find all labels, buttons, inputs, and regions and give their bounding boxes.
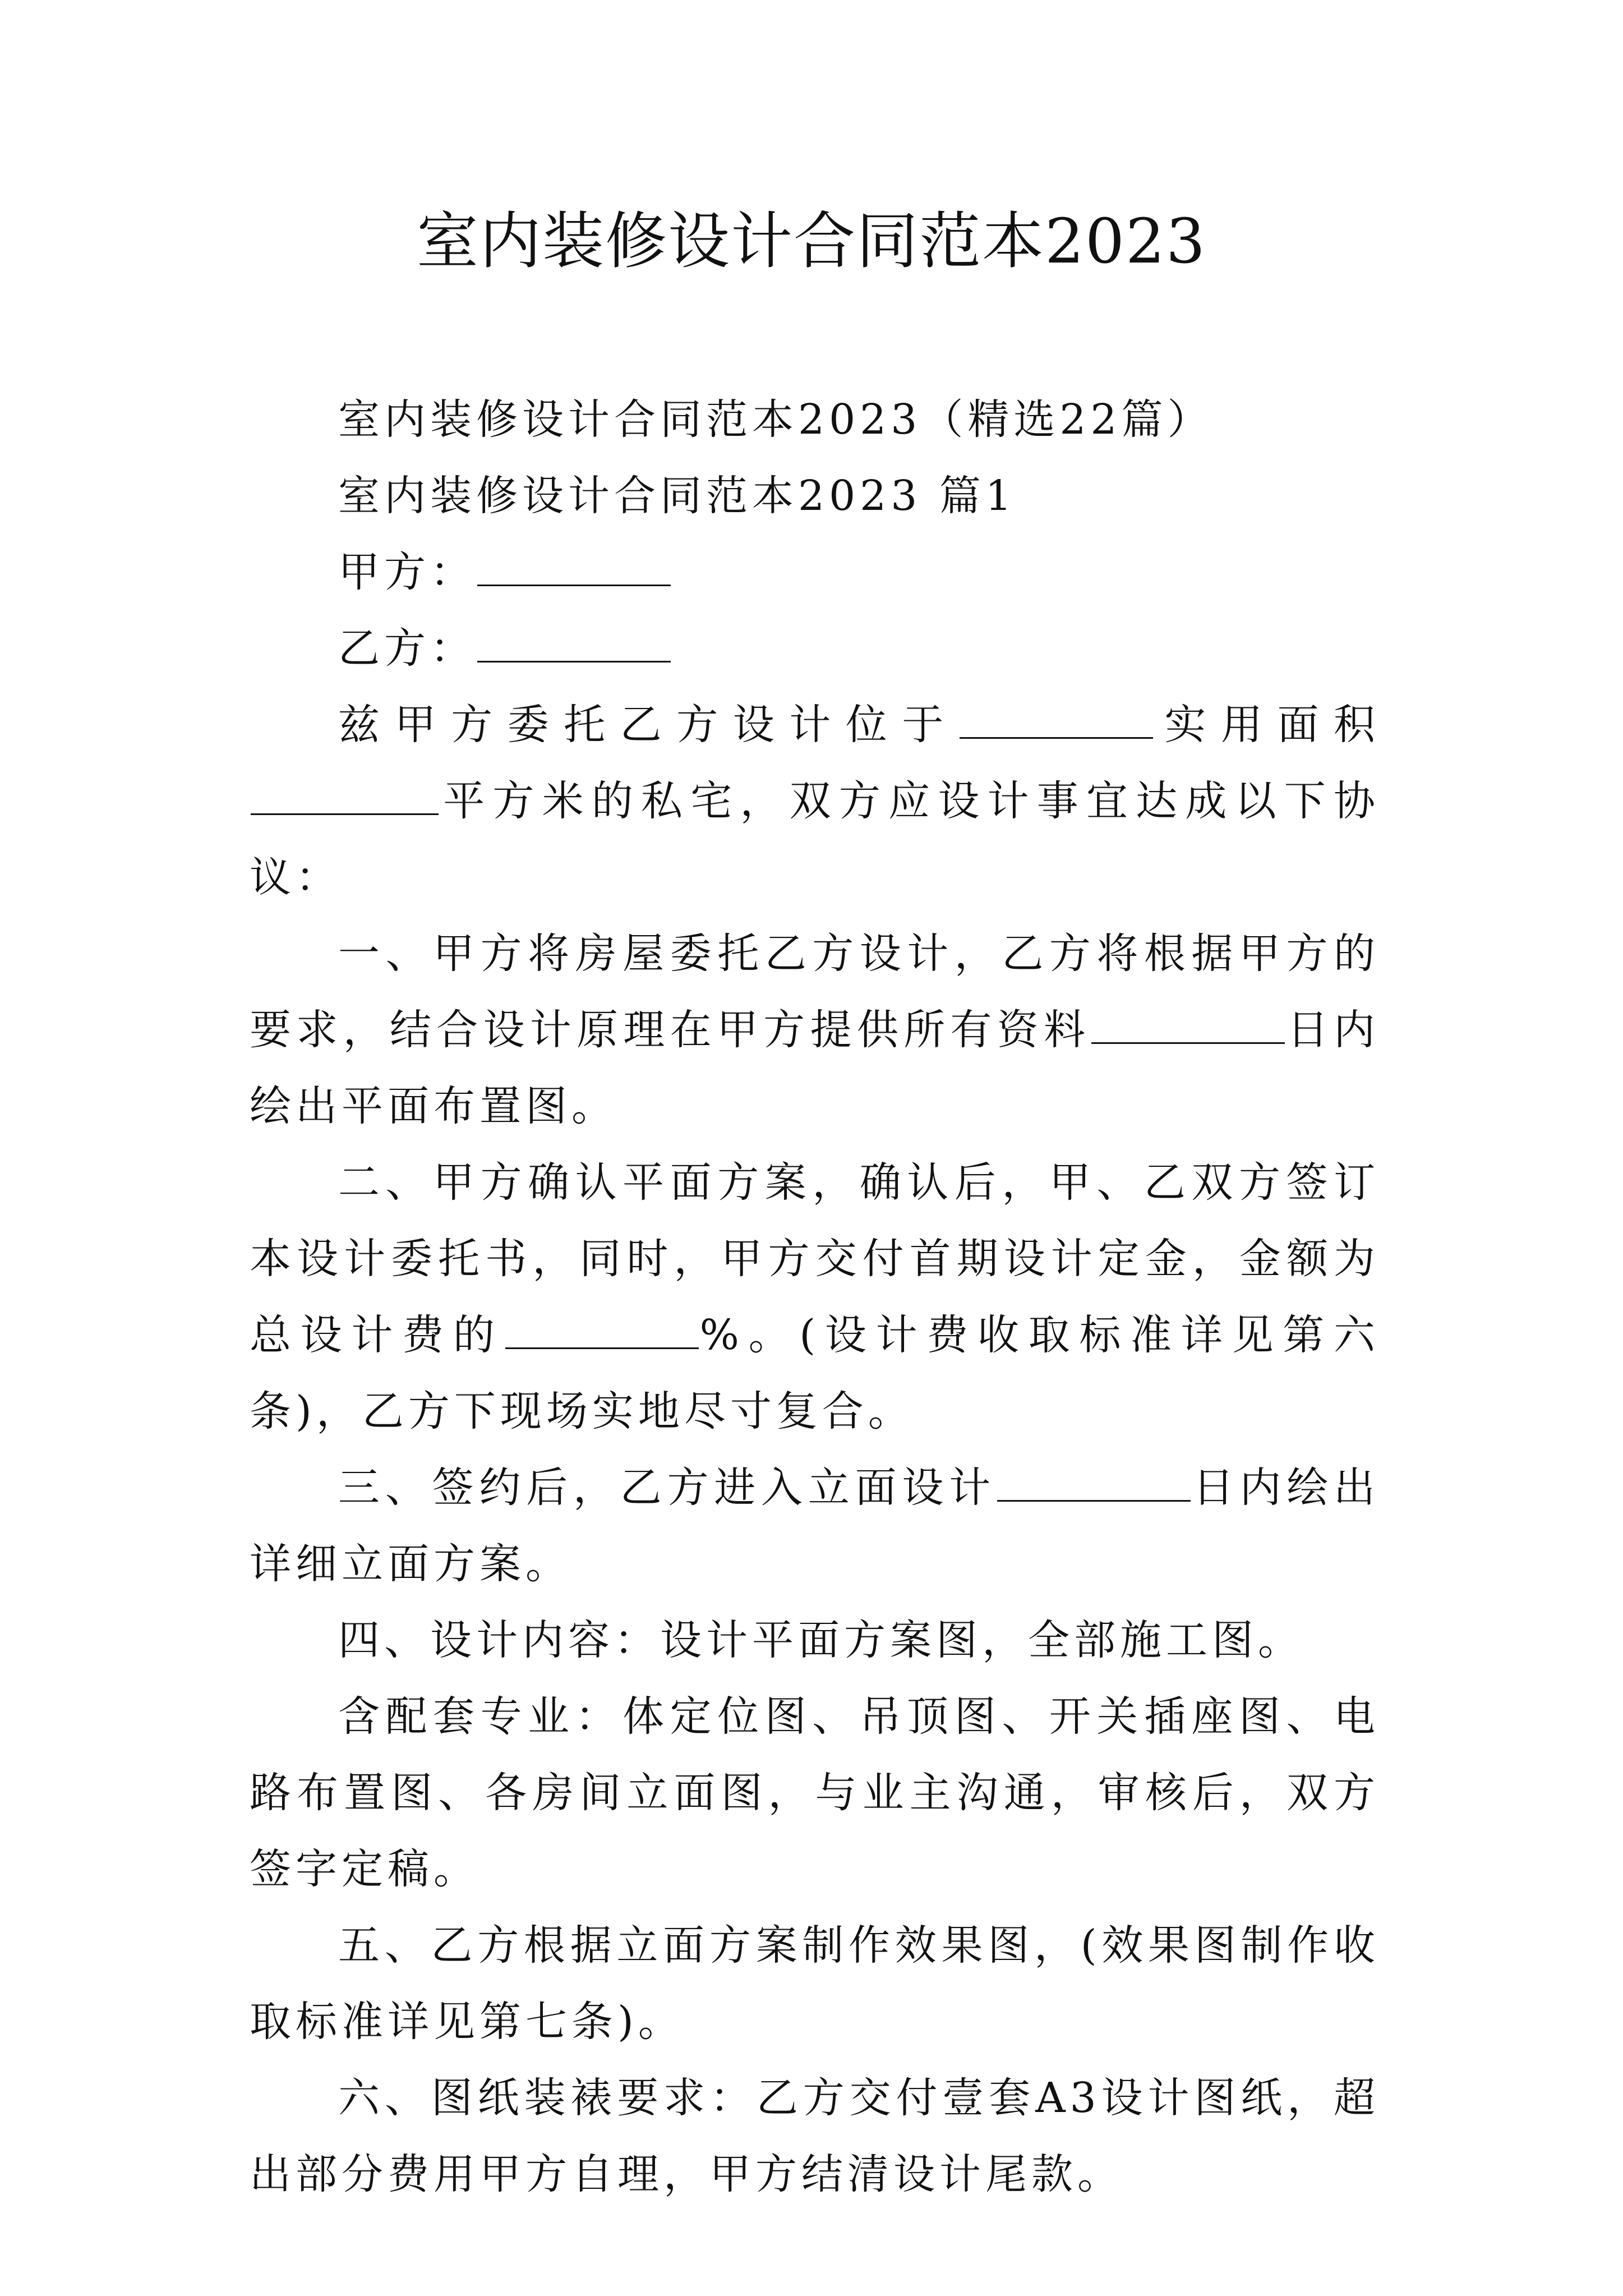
document-body	[250, 381, 1380, 2212]
text: 六、图纸装裱要求：乙方交付壹套A3设计图纸，超出部分费用甲方自理，甲方结清设计尾款。	[250, 2074, 1380, 2198]
party-a-blank	[477, 584, 671, 586]
percent-blank	[505, 1347, 699, 1349]
clause-2	[250, 1144, 1380, 1450]
party-b-label: 乙方：	[338, 624, 476, 673]
paragraph-collection-title	[250, 381, 1380, 458]
text: 日内绘出平面布置图。	[250, 1006, 1380, 1130]
days-blank-2	[997, 1499, 1191, 1502]
clause-4-detail	[250, 1678, 1380, 1907]
text: 三、签约后，乙方进入立面设计	[338, 1464, 996, 1512]
location-blank	[960, 737, 1153, 739]
area-blank	[251, 813, 439, 815]
party-a-label: 甲方：	[338, 548, 476, 596]
clause-4	[250, 1602, 1380, 1678]
paragraph-section-heading	[250, 458, 1380, 534]
text: %。(设计费收取标准详见第六条)，乙方下现场实地尽寸复合。	[250, 1311, 1380, 1435]
party-b-blank	[477, 660, 671, 662]
text: 含配套专业：体定位图、吊顶图、开关插座图、电路布置图、各房间立面图，与业主沟通，审核后，双方签字定稿。	[250, 1692, 1380, 1893]
document-title: 室内装修设计合同范本2023	[417, 205, 1206, 277]
text: 四、设计内容：设计平面方案图，全部施工图。	[338, 1616, 1304, 1664]
party-a-line	[250, 534, 1380, 610]
text: 平方米的私宅，双方应设计事宜达成以下协议：	[250, 777, 1380, 901]
text: 兹甲方委托乙方设计位于	[338, 701, 958, 749]
text: 一、甲方将房屋委托乙方设计，乙方将根据甲方的要求，结合设计原理在甲方提供所有资料	[250, 930, 1380, 1054]
party-b-line	[250, 610, 1380, 687]
clause-3	[250, 1450, 1380, 1602]
text: 日内绘出详细立面方案。	[250, 1464, 1380, 1588]
paragraph-intro	[250, 687, 1380, 915]
text: 室内装修设计合同范本2023（精选22篇）	[338, 395, 1214, 444]
text: 室内装修设计合同范本2023 篇1	[338, 472, 1016, 520]
clause-1	[250, 915, 1380, 1144]
clause-5	[250, 1907, 1380, 2060]
text: 实用面积	[1154, 701, 1380, 749]
text: 二、甲方确认平面方案，确认后，甲、乙双方签订本设计委托书，同时，甲方交付首期设计定金，金额为总设计费的	[250, 1158, 1380, 1359]
days-blank-1	[1091, 1042, 1285, 1044]
text: 五、乙方根据立面方案制作效果图，(效果图制作收取标准详见第七条)。	[250, 1921, 1380, 2046]
clause-6	[250, 2060, 1380, 2212]
